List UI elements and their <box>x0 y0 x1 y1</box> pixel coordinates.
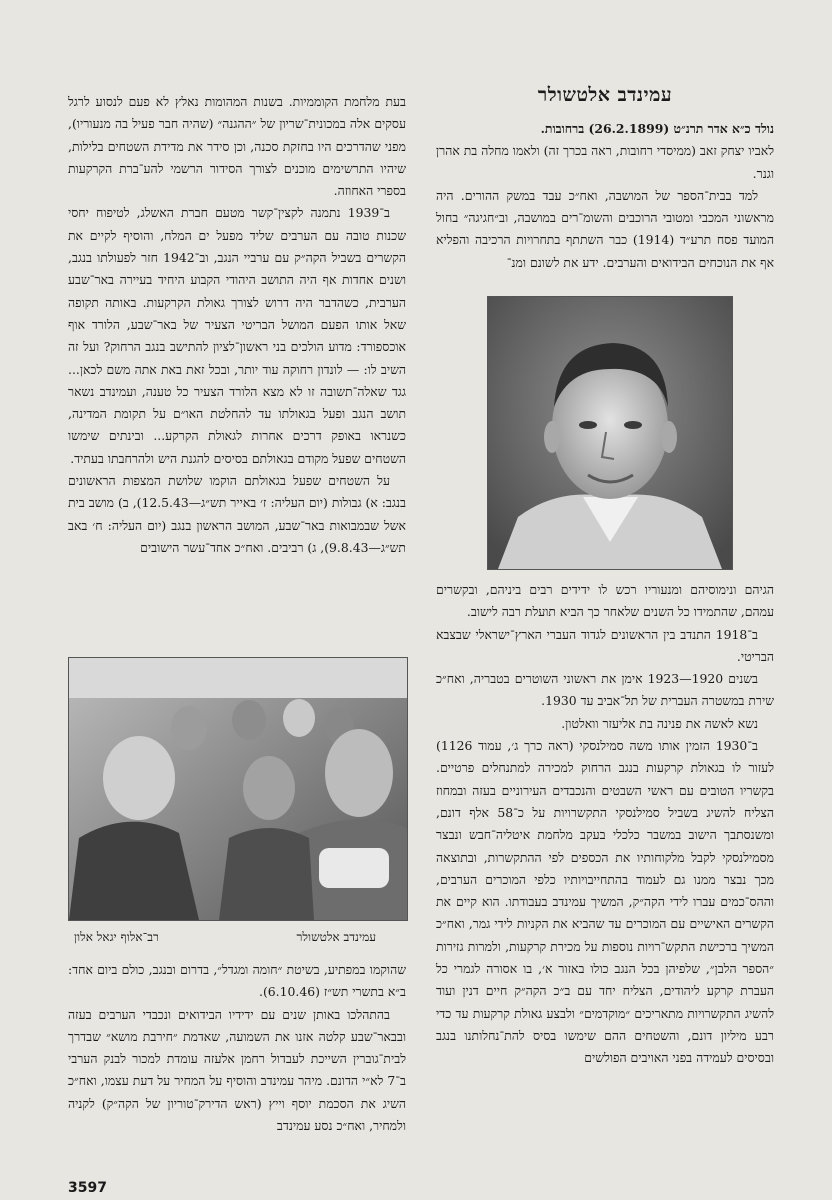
paragraph-war: בעת מלחמת הקוממיות. בשנות המהומות נאלץ לא פעם לנסוע לרגל עסקים אלה במכונית־שריון של ״ההגנה״ (שהיה חבר פעיל בה מנעוריו), מפני שהדרכים היו בחזקת סכנה, וכן סידר את מדידת השטחים בלילות, שיהיו התרשימים מוכנים לצורך הסידור הרשמי להע־ברת הקרקעות בספרי האחוזה. <box>68 94 406 199</box>
paragraph-1918: ב־1918 התנדב בין הראשונים לגדוד העברי הארץ־ישראלי שבצבא הבריטי. <box>436 626 774 664</box>
paragraph-youth: למד בבית־הספר של המושבה, ואח״כ עבד במשק ההורים. היה מראשוני המכבי ומטובי הרוכבים והשומ־רים במושבה, וב״חגיגה״ בחול המועד פסח תרע״ד (1914) כבר השתתף בתחרויות הרכיבה והפליא אף את הנוכחים הבידואים והערבים. ידע את לשונם ומנ־ <box>436 187 774 270</box>
caption-left-name: רב־אלוף יגאל אלון <box>74 930 159 944</box>
left-column-bottom <box>68 959 406 1137</box>
right-column-top <box>436 118 774 274</box>
right-column-bottom <box>436 579 774 1070</box>
caption-right-name: עמינדב אלטשולר <box>296 930 376 944</box>
paragraph-friends: הגיהם ונימוסיהם ומנעוריו רכש לו ידידים רבים ביניהם, ובקשרים עמהם, שהתמידו כל השנים שלאחר כך הביא תועלת רבה לישוב. <box>436 582 774 620</box>
group-photo-caption <box>68 930 406 952</box>
paragraph-khirbat: בהתהלכו באותן שנים עם ידידיו הבידואים ונכבדי הערבים בעזה ובבאר־שבע קלטה אזנו את השמועה, שאדמת ״חירבת מושא״ שבדרך לבית־גוברין השייכת לעבדול רחמן אלעזה עומדת למכור לבנק הערבי ב־7 לא״י הדונם. מיהר עמינדב והוסיף על המחיר על דעת עצמו, ואח״כ השיג את הסכמת יוסף וייץ (ראש הדירק־טוריון של הקה״ק) לקניה ולמחיר, ואח״כ נסע עמינדב <box>68 1006 406 1134</box>
left-column-top <box>68 91 406 559</box>
paragraph-parents: לאביו יצחק זאב (ממיסדי רחובות, ראה בכרך זה) ולאמו מחלה בת אהרן וגנר. <box>436 143 774 181</box>
paragraph-outposts: על השטחים שפעל בגאולתם הוקמו שלושת המצפות הראשונים בנגב: א) גבולות (יום העליה: ז׳ באייר תש״ג—12.5.43), ב) מושב בית אשל שבמבואות באר־שבע, המושב הראשון בנגב (יום העליה: ח׳ באב תש״ג—9.8.43), ג) רביבים. ואח״כ אחד־עשר הישובים <box>68 473 406 555</box>
paragraph-1939: ב־1939 נתמנה לקצין־קשר מטעם חברת האשלג, לטיפוח יחסי שכנות טובה עם הערבים שליד מפעל ים המלח, והוסיף לקיים את הקשרים בשביל הקה״ק עם ערביי הנגב, וב־1942 חזר לפעולתו בנגב, ושנים אחדות אף היה התושב היהודי הקבוע היחיד בעיירה באר־שבע הערבית, כשהדבר היה דרוש לצורך גאולת הקרקעות. באותה תקופה שאל אותו הפעם המושל הבריטי הצעיר של באר־שבע, הלורד אוף אוכספורד: מדוע הולכים בני ראשון־לציון להתישב בנגב הרחוק? ועל זה השיב לו: — לונדון רחוקה עוד יותר, ובכל זאת באת אתה משם לכאן... גגד שאלה־תשובה זו לא מצא הלורד הצעיר כל טענה, ועמינדב נשאר תושב הנגב ופעל בגאולתו עד להחלטת האו״ם על תקומת המדינה, כשנראו באופק דרכים אחרות לגאולת הקרקע... ובינתים שימשו השטחים שפעל מקודם בגאולתם בסיסים להגנת היש ולהרחבתו בעתיד. <box>68 205 406 466</box>
portrait-photo <box>487 296 733 570</box>
paragraph-settlements: שהוקמו במפתיע, בשיטת ״חומה ומגדל״, בדרום ובנגב, כולם ביום אחד: ב״א בתשרי תש״ז (6.10.46). <box>68 962 406 1000</box>
article-title: עמינדב אלטשולר <box>537 84 673 106</box>
page-number: 3597 <box>68 1180 107 1196</box>
paragraph-marriage: נשא לאשה את פנינה בת אליעזר וואלטון. <box>561 715 758 731</box>
paragraph-police: בשנים 1920—1923 אימן את ראשוני השוטרים בטבריה, ואח״כ שירת במשטרה העברית של תל־אביב עד 1930. <box>436 671 774 709</box>
paragraph-birth: נולד כ״א אדר תרנ״ט (26.2.1899) ברחובות. <box>540 121 774 136</box>
group-photo <box>68 657 408 921</box>
paragraph-1930: ב־1930 הזמין אותו משה סמילנסקי (ראה כרך ג׳, עמוד 1126) לעזור לו בגאולת קרקעות בנגב הרחוק למכירה למתנחלים פרטיים. בקשריו הטובים עם ראשי השבטים והנכבדים העירוניים בעזה ובמחוז הצליח להשיג בשביל סמילנסקי התקשרויות על כ־58 אלף דונם, ומשנסתבך הישוב במשבר כלכלי בעקב מלחמת איטליה־חבש ונבצר מסמילנסקי לקבל מלקוחותיו את הכספים לפי ההתקשרות, ובתוצאה מכך נבצר ממנו גם לעמוד בהתחייבויותיו כלפי המוכרים הערבים, וההס־כמים עברו לידי הקה״ק, המשיך עמינדב בעבודתו. הוא קיים את הקשרים האישיים עם המוכרים עד שהביא את הקניות לידי גמר, ואח״כ המשיך ברכישת התקש־רויות נוספות על מכירת קרקעות, ולמרות גזירות ״הספר הלבן״, שלפיהן בכל הנגב כולו באזור א׳, בו אסורה לגמרי כל העברת קרקע ליהודים, הצליח יחד עם ב״כ הקה״ק חיים דנין ועוד להשיג התקשרויות מתאריכים ״מוקדמים״ ולבצע גאולת קרקעות עד כדי רבע מיליון דונם, והשטחים ההם שימשו בסיס להת־נחלותנו בנגב ובסיסים לעמידה בפני האויבים הפולשים <box>436 738 775 1066</box>
